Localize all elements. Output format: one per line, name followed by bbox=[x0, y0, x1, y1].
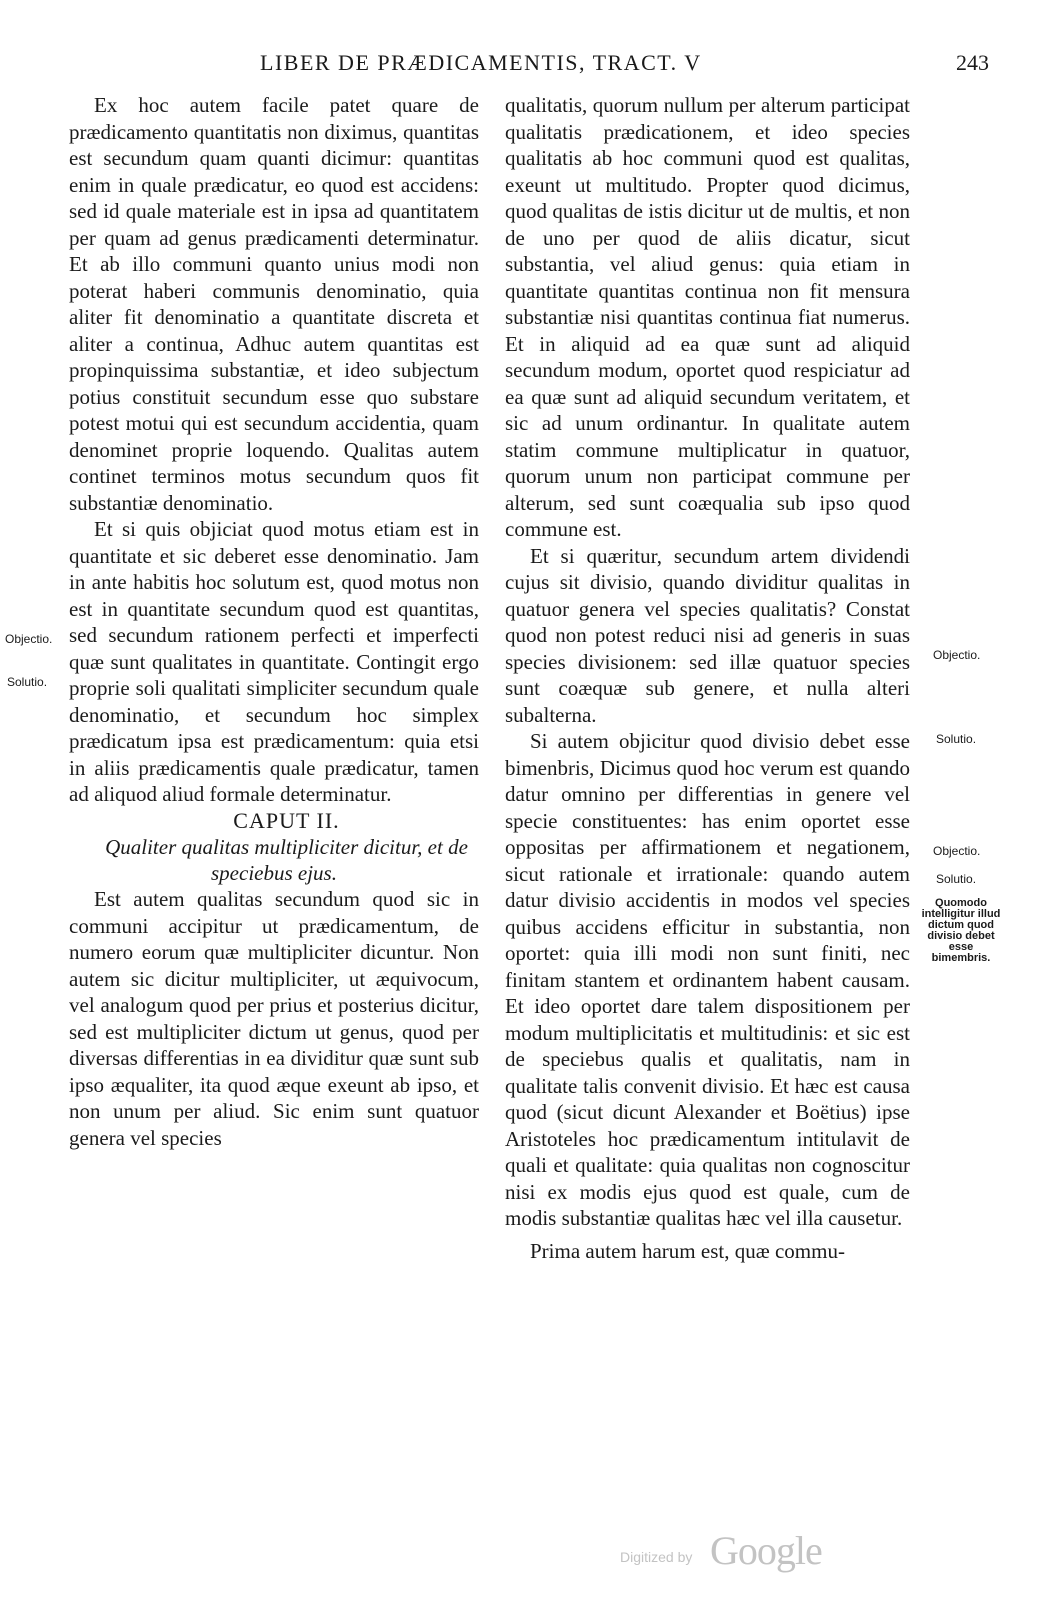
left-column bbox=[69, 92, 479, 1151]
chapter-subtitle: Qualiter qualitas multipliciter dicitur, et de speciebus ejus. bbox=[105, 835, 468, 885]
running-head bbox=[0, 50, 1050, 80]
margin-note-solutio-right-2: Solutio. bbox=[936, 872, 977, 886]
margin-note-objectio-left: Objectio. bbox=[5, 632, 53, 646]
margin-note-objectio-right-2: Objectio. bbox=[933, 844, 981, 858]
running-title: LIBER DE PRÆDICAMENTIS, TRACT. V bbox=[260, 50, 702, 75]
left-paragraph-2: Et si quis objiciat quod motus etiam est in quantitate et sic deberet esse denominatio. Jam in ante habitis hoc solutum est, quod motus non est in quantitate secundum quod est quantitas, sed secundum rationem perfecti et imperfecti quæ sunt qualitates in quantitate. Contingit ergo proprie soli qualitati simpliciter secundum quale denominatio, et secundum hoc simplex prædicatum ipsa est prædicamentum: quia etsi in aliis prædicamentis quale prædicatur, tamen ad aliquod aliud formale determinatur. bbox=[69, 517, 479, 806]
right-paragraph-3: Si autem objicitur quod divisio debet esse bimenbris, Dicimus quod hoc verum est quando datur omnino per differentias in genere vel specie constituentes: has enim oportet esse oppositas per affirmationem et negationem, sicut rationale et irrationale: quando autem datur divisio accidentis in modos vel species quibus accidens efficitur in substantia, non oportet: quia illi modi non sunt finiti, nec finitam stantem et ordinantem habent causam. Et ideo oportet dare talem dispositionem per modum multiplicitatis et multitudinis: et sic est de speciebus qualis et qualitatis, nam in qualitate talis convenit divisio. Et hæc est causa quod (sicut dicunt Alexander et Boëtius) ipse Aristoteles hoc prædicamentum intitulavit de quali et qualitate: quia qualitas non cognoscitur nisi ex modis ejus quod est quale, cum de modis substantiæ qualitas hæc vel illa causetur. bbox=[505, 729, 910, 1230]
margin-note-objectio-right-1: Objectio. bbox=[933, 648, 981, 662]
margin-note-solutio-right-1: Solutio. bbox=[936, 732, 977, 746]
right-paragraph-2: Et si quæritur, secundum artem dividendi cujus sit divisio, quando dividitur qualitas in quatuor genera vel species qualitatis? Constat quod non potest reduci nisi ad generis in suas species divisionem: sed illæ quatuor species sunt coæquæ sub genere, et nulla alteri subalterna. bbox=[505, 543, 910, 727]
right-paragraph-1: qualitatis, quorum nullum per alterum participat qualitatis prædicationem, et ideo species qualitatis ab hoc communi quod est qualitas, exeunt ut multitudo. Propter quod dicimus, quod qualitas de istis dicitur ut de multis, et non de uno per quod de aliis dicatur, sicut substantia, vel aliud genus: quia etiam in quantitate quantitas continua non fit mensura substantiæ nisi quantitas continua fiat numerus. Et in aliquid ad ea quæ sunt ad aliquid secundum modum, oportet quod respiciatur ad ea quæ sunt ad aliquid secundum veritatem, et sic ad unum ordinantur. In qualitate autem statim commune multiplicatur in quatuor, quorum unum non participat commune per alterum, sed sunt coæqualia sub ipso quod commune est. bbox=[505, 93, 910, 541]
google-logo: Google bbox=[710, 1528, 822, 1573]
right-column bbox=[505, 92, 910, 1264]
google-watermark bbox=[620, 1527, 840, 1573]
chapter-heading: CAPUT II. bbox=[233, 807, 340, 833]
page-number: 243 bbox=[956, 50, 989, 75]
watermark-digitized-by: Digitized by bbox=[620, 1549, 693, 1565]
margin-note-quomodo: Quomodo intelligitur illud dictum quod divisio debet esse bimembris. bbox=[921, 897, 1001, 964]
left-paragraph-1: Ex hoc autem facile patet quare de prædicamento quantitatis non diximus, quantitas est secundum quam quanti dicimur: quantitas enim in quale prædicatur, eo quod est accidens: sed id quale materiale est in ipsa ad quantitatem per quam ad genus prædicamenti determinatur. Et ab illo communi quanto unius modi non poterat haberi communis denominatio, quia aliter fit denominatio a quantitate discreta et aliter a continua, Adhuc autem quantitas est propinquissima substantiæ, et ideo subjectum potius constituit secundum esse quo substare potest motui qui est secundum accidentia, quam denominet proprie loquendo. Qualitas autem continet terminos motus secundum quos fit substantiæ denominatio. bbox=[69, 93, 479, 515]
left-paragraph-3: Est autem qualitas secundum quod sic in communi accipitur ut prædicamentum, de numero eorum quæ multipliciter dicuntur. Non autem sic dicitur multipliciter, ut æquivocum, vel analogum quod per prius et posterius dicitur, sed est multipliciter dictum ut genus, quod per diversas differentias in ea dividitur quæ sunt sub ipso æqualiter, ita quod æque exeunt ab ipso, et non unum per aliud. Sic enim sunt quatuor genera vel species bbox=[69, 887, 479, 1150]
margin-note-solutio-left: Solutio. bbox=[7, 675, 48, 689]
right-paragraph-4: Prima autem harum est, quæ commu- bbox=[530, 1238, 845, 1263]
